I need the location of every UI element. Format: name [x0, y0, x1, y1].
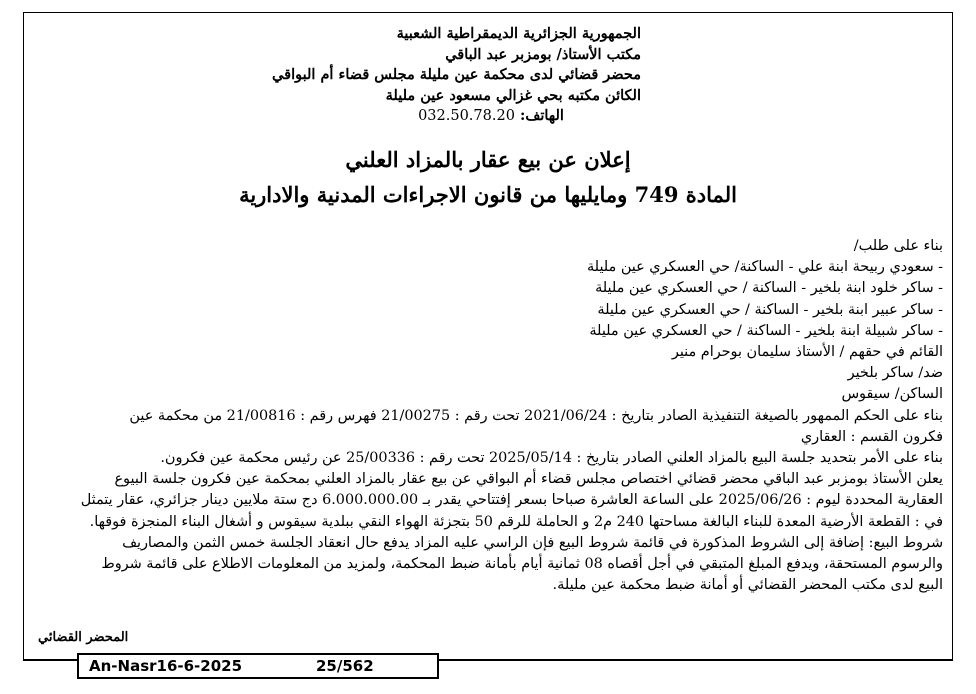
notice-body — [63, 236, 943, 596]
body-line: بناء على الحكم الممهور بالصيغة التنفيذية الصادر بتاريخ : 2021/06/24 تحت رقم : 21/00275 فهرس رقم : 21/00816 من محكمة عين — [129, 407, 943, 424]
phone-number: 032.50.78.20 — [418, 108, 515, 124]
body-line: العقارية المحددة ليوم : 2025/06/26 على الساعة العاشرة صباحا بسعر إفتتاحي يقدر بـ 6.000.000.00 دج ستة ملايين دينار جزائري، عقار يتمثل — [80, 492, 943, 509]
newspaper-date-ref: An-Nasr16-6-2025 — [89, 657, 243, 675]
body-line: بناء على طلب/ — [853, 238, 943, 254]
header-line-republic: الجمهورية الجزائرية الديمقراطية الشعبية — [396, 25, 641, 42]
body-line: ضد/ ساكر بلخير — [847, 365, 943, 382]
phone-label: الهاتف: — [519, 107, 564, 124]
body-line: بناء على الأمر بتحديد جلسة البيع بالمزاد العلني الصادر بتاريخ : 2025/05/14 تحت رقم : 25/00336 عن رئيس محكمة عين فكرون. — [160, 450, 943, 467]
body-line: يعلن الأستاذ بومزبر عبد الباقي محضر قضائي اختصاص مجلس قضاء أم البواقي عن بيع عقار بالمزاد العلني بمحكمة عين فكرون جلسة البيوع — [114, 471, 943, 488]
body-line: - ساكر خلود ابنة بلخير - الساكنة / حي العسكري عين مليلة — [595, 280, 943, 297]
body-line: القائم في حقهم / الأستاذ سليمان بوحرام منير — [671, 344, 943, 361]
notice-title: إعلان عن بيع عقار بالمزاد العلني — [345, 147, 631, 172]
header-line-address: الكائن مكتبه بحي غزالي مسعود عين مليلة — [385, 86, 641, 104]
office-header — [41, 24, 641, 127]
notice-number: 25/562 — [316, 657, 374, 675]
signature-label: المحضر القضائي — [38, 630, 129, 645]
body-line: فكرون القسم : العقاري — [800, 428, 943, 445]
body-line: - ساكر عبير ابنة بلخير - الساكنة / حي العسكري عين مليلة — [597, 301, 943, 318]
body-line: في : القطعة الأرضية المعدة للبناء البالغة مساحتها 240 م2 و الحاملة للرقم 50 بتجزئة الهواء النقي ببلدية سيقوس و أشغال البناء المنجزة فوقها. — [89, 513, 943, 530]
body-line: - ساكر شبيلة ابنة بلخير - الساكنة / حي العسكري عين مليلة — [589, 322, 943, 339]
header-line-office: مكتب الأستاذ/ بومزبر عبد الباقي — [445, 45, 641, 63]
body-line: والرسوم المستحقة، ويدفع المبلغ المتبقي في أجل أقصاه 08 ثمانية أيام بأمانة ضبط المحكمة، ولمزيد من المعلومات الاطلاع على قائمة شروط — [101, 556, 943, 573]
notice-subtitle: المادة 749 ومايليها من قانون الاجراءات المدنية والادارية — [239, 182, 737, 207]
header-line-bailiff: محضر قضائي لدى محكمة عين مليلة مجلس قضاء أم البواقي — [272, 66, 641, 83]
publication-reference-box — [77, 653, 439, 679]
body-line: الساكن/ سيقوس — [841, 386, 943, 403]
header-phone — [341, 106, 641, 127]
body-line: - سعودي ربيحة ابنة علي - الساكنة/ حي العسكري عين مليلة — [586, 259, 943, 276]
body-line: البيع لدى مكتب المحضر القضائي أو أمانة ضبط محكمة عين مليلة. — [552, 577, 943, 594]
body-line: شروط البيع: إضافة إلى الشروط المذكورة في قائمة شروط البيع فإن الراسي عليه المزاد يدفع حال انعقاد الجلسة خمس الثمن والمصاريف — [122, 534, 943, 551]
